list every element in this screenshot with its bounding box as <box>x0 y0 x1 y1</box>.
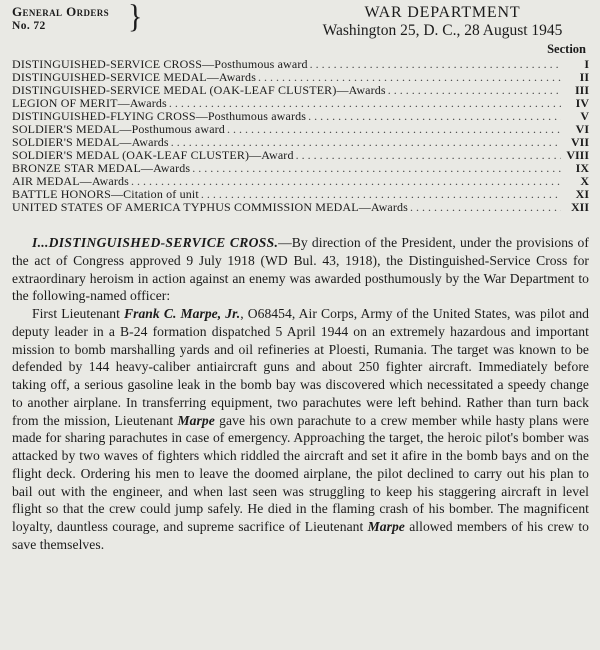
citation-text: gave his own parachute to a crew member while hasty plans were made for sharing parachutes in case of emergency. Approaching the target, the heroic pilot's bomber was attacked by two waves of fighters which riddled the aircraft and set it afire in the bomb bays and on the flight deck. Ordering his men to leave the doomed airplane, the pilot declined to carry out his plan to bail out with the engineer, and when last seen was struggling to keep his staggering aircraft in level flight so that the crew could jump safely. He died in the flaming crash of his bomber. The magnificent loyalty, dauntless courage, and supreme sacrifice of Lieutenant <box>12 412 589 534</box>
recipient-surname: Marpe <box>367 519 405 534</box>
citation-text: allowed members of his crew to save themselves. <box>12 519 589 552</box>
toc-entry: DISTINGUISHED-SERVICE MEDAL (OAK-LEAF CLUSTER)—Awards <box>12 83 386 97</box>
order-body <box>12 234 589 554</box>
place-date: Washington 25, D. C., 28 August 1945 <box>322 22 563 39</box>
recipient-name: Frank C. Marpe, Jr. <box>124 306 241 321</box>
section-heading: I...DISTINGUISHED-SERVICE CROSS. <box>32 235 279 250</box>
recipient-surname: Marpe <box>177 412 215 428</box>
toc-section-number: III <box>574 83 589 97</box>
toc-section-number: IX <box>575 161 589 175</box>
toc-entry: LEGION OF MERIT—Awards <box>12 96 167 110</box>
toc-entry: AIR MEDAL—Awards <box>12 174 129 188</box>
citation-prefix: First Lieutenant <box>32 306 124 321</box>
table-of-contents <box>12 58 589 214</box>
paragraph-text: —By direction of the President, under the provisions of the act of Congress approved 9 July 1918 (WD Bul. 43, 1918), the Distinguished-Service Cross for extraordinary heroism in action against an enemy was awarded posthumously by the War Department to the following-named officer: <box>12 235 589 304</box>
paragraph-intro <box>12 234 589 305</box>
toc-entry: DISTINGUISHED-SERVICE MEDAL—Awards <box>12 70 257 84</box>
citation-text: , O68454, Air Corps, Army of the United States, was pilot and deputy leader in a B-24 formation dispatched 5 April 1944 on an extremely hazardous and important mission to bomb marshalling yards and oil refineries at Ploesti, Rumania. The target was known to be defended by 144 heavy-caliber antiaircraft guns and about 250 fighter aircraft. Immediately before taking off, a serious gasoline leak in the bomb bay was discovered which necessitated a speedy change to another airplane. In transferring equipment, two parachutes were left behind. Rather than turn back from the mission, Lieutenant <box>12 306 590 428</box>
toc-section-number: VII <box>570 135 589 149</box>
toc-entry: UNITED STATES OF AMERICA TYPHUS COMMISSION MEDAL—Awards <box>12 200 408 214</box>
toc-entry: BRONZE STAR MEDAL—Awards <box>12 161 191 175</box>
toc-entry: SOLDIER'S MEDAL (OAK-LEAF CLUSTER)—Award <box>12 148 294 162</box>
toc-section-number: XI <box>575 187 589 201</box>
toc-section-number: II <box>579 70 589 84</box>
general-orders-label: General Orders <box>12 4 110 19</box>
toc-row <box>12 201 589 214</box>
toc-section-number: X <box>580 174 589 188</box>
toc-section-number: V <box>580 109 589 123</box>
paragraph-citation <box>12 305 589 554</box>
toc-section-number: VI <box>575 122 589 136</box>
brace-icon: } <box>128 0 143 35</box>
department-title: WAR DEPARTMENT <box>364 4 521 21</box>
section-column-header: Section <box>547 42 586 56</box>
toc-section-number: I <box>584 57 589 71</box>
department-block <box>300 4 585 40</box>
toc-entry: SOLDIER'S MEDAL—Posthumous award <box>12 122 225 136</box>
toc-section-number: XII <box>570 200 589 214</box>
toc-entry: SOLDIER'S MEDAL—Awards <box>12 135 169 149</box>
toc-entry: BATTLE HONORS—Citation of unit <box>12 187 199 201</box>
general-orders-number: No. 72 <box>12 20 46 32</box>
toc-section-number: IV <box>575 96 589 110</box>
toc-entry: DISTINGUISHED-FLYING CROSS—Posthumous awards <box>12 109 307 123</box>
general-orders-block <box>12 4 109 34</box>
toc-section-number: VIII <box>566 148 589 162</box>
toc-entry: DISTINGUISHED-SERVICE CROSS—Posthumous award <box>12 57 308 71</box>
